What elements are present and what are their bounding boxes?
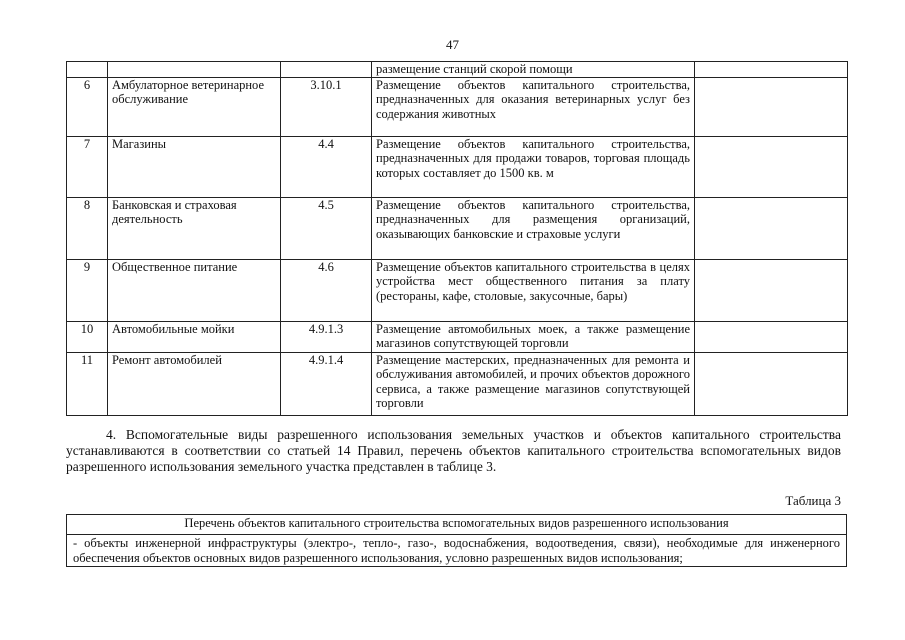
row-number: 10 [67,321,108,352]
empty-cell [695,197,848,259]
empty-cell [695,62,848,78]
table-row [67,62,848,78]
use-description: Размещение автомобильных моек, а также размещение магазинов сопутствующей торговли [372,321,695,352]
use-code: 4.5 [281,197,372,259]
row-number: 8 [67,197,108,259]
use-code: 3.10.1 [281,77,372,136]
use-name: Амбулаторное ветеринарное обслуживание [108,77,281,136]
use-code: 4.9.1.4 [281,352,372,415]
empty-cell [695,77,848,136]
table-row [67,352,848,415]
use-name [108,62,281,78]
aux-table-header: Перечень объектов капитального строительства вспомогательных видов разрешенного использования [67,515,847,535]
row-number [67,62,108,78]
use-name: Ремонт автомобилей [108,352,281,415]
use-code: 4.4 [281,136,372,197]
use-description: размещение станций скорой помощи [372,62,695,78]
use-code [281,62,372,78]
empty-cell [695,259,848,321]
use-description: Размещение объектов капитального строительства в целях устройства мест общественного питания за плату (рестораны, кафе, столовые, закусочные, бары) [372,259,695,321]
empty-cell [695,136,848,197]
page-number: 47 [446,37,459,52]
table-caption: Таблица 3 [785,493,841,508]
table-row [67,77,848,136]
use-description: Размещение объектов капитального строительства, предназначенных для оказания ветеринарных услуг без содержания животных [372,77,695,136]
row-number: 11 [67,352,108,415]
use-code: 4.6 [281,259,372,321]
use-name: Магазины [108,136,281,197]
row-number: 6 [67,77,108,136]
use-description: Размещение объектов капитального строительства, предназначенных для размещения организаций, оказывающих банковские и страховые услуги [372,197,695,259]
empty-cell [695,321,848,352]
table-row [67,197,848,259]
permitted-uses-table [66,61,848,416]
empty-cell [695,352,848,415]
row-number: 7 [67,136,108,197]
table-header-row [67,515,847,535]
use-description: Размещение объектов капитального строительства, предназначенных для продажи товаров, торговая площадь которых составляет до 1500 кв. м [372,136,695,197]
use-code: 4.9.1.3 [281,321,372,352]
row-number: 9 [67,259,108,321]
table-row [67,321,848,352]
use-name: Банковская и страховая деятельность [108,197,281,259]
table-row [67,136,848,197]
body-paragraph: 4. Вспомогательные виды разрешенного использования земельных участков и объектов капитального строительства устанавливаются в соответствии со статьей 14 Правил, перечень объектов капитального строительства вспомогательных видов разрешенного использования земельного участка представлен в таблице 3. [66,427,841,474]
table-row [67,535,847,567]
use-description: Размещение мастерских, предназначенных для ремонта и обслуживания автомобилей, и прочих объектов дорожного сервиса, а также размещение магазинов сопутствующей торговли [372,352,695,415]
aux-table-item: - объекты инженерной инфраструктуры (электро-, тепло-, газо-, водоснабжения, водоотведения, связи), необходимые для инженерного обеспечения объектов основных видов разрешенного использования, условно разрешенных видов использования; [67,535,847,567]
use-name: Общественное питание [108,259,281,321]
table-row [67,259,848,321]
use-name: Автомобильные мойки [108,321,281,352]
auxiliary-uses-table [66,514,847,567]
